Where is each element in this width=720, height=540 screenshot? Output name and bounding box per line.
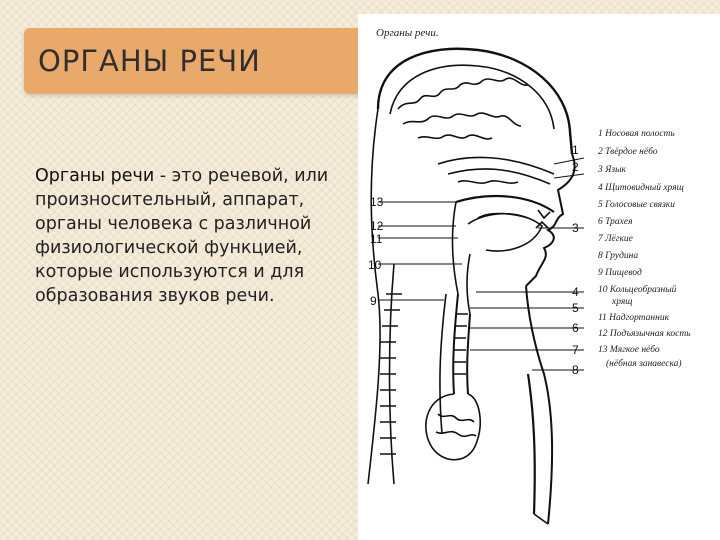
legend-item: 6 Трахея <box>598 217 633 227</box>
callout-number: 7 <box>572 343 579 357</box>
callout-number: 3 <box>572 221 579 235</box>
title-box <box>24 28 369 94</box>
speech-organs-figure <box>358 14 720 540</box>
slide-body <box>35 164 365 308</box>
slide-title: ОРГАНЫ РЕЧИ <box>38 44 261 78</box>
legend-item: 13 Мягкое нёбо <box>598 345 660 355</box>
legend-item: 10 Кольцеобразный <box>598 285 677 295</box>
legend-item: (нёбная занавеска) <box>606 359 682 369</box>
legend-item: 11 Надгортанник <box>598 313 670 323</box>
callout-number: 8 <box>572 363 579 377</box>
legend-item: хрящ <box>612 297 633 307</box>
legend-item: 3 Язык <box>598 165 626 175</box>
lead-term: Органы речи <box>35 166 155 186</box>
body-definition: - это речевой, или произносительный, аппарат, органы человека с различной физиологической функцией, которые используются и для образования звуков речи. <box>35 166 329 306</box>
legend-item: 8 Грудина <box>598 251 639 261</box>
legend-item: 2 Твёрдое нёбо <box>598 147 658 157</box>
callout-number: 2 <box>572 160 579 174</box>
callout-number: 4 <box>572 285 579 299</box>
figure-caption: Органы речи. <box>376 27 439 39</box>
legend-item: 12 Подъязычная кость <box>598 329 691 339</box>
legend-item: 9 Пищевод <box>598 268 642 278</box>
legend-item: 4 Щитовидный хрящ <box>598 183 684 193</box>
anatomy-drawing <box>368 49 575 524</box>
legend-item: 5 Голосовые связки <box>598 200 675 210</box>
label-leader-lines <box>378 158 584 370</box>
callout-number: 10 <box>368 258 382 272</box>
callout-number: 13 <box>370 195 384 209</box>
callout-number: 12 <box>370 219 384 233</box>
callout-number: 1 <box>572 143 579 157</box>
legend-item: 7 Лёгкие <box>598 234 633 244</box>
legend <box>597 129 691 369</box>
legend-item: 1 Носовая полость <box>598 129 675 139</box>
callout-number: 5 <box>572 301 579 315</box>
callout-number: 9 <box>370 294 377 308</box>
callout-number: 11 <box>370 232 383 246</box>
callout-number: 6 <box>572 321 579 335</box>
